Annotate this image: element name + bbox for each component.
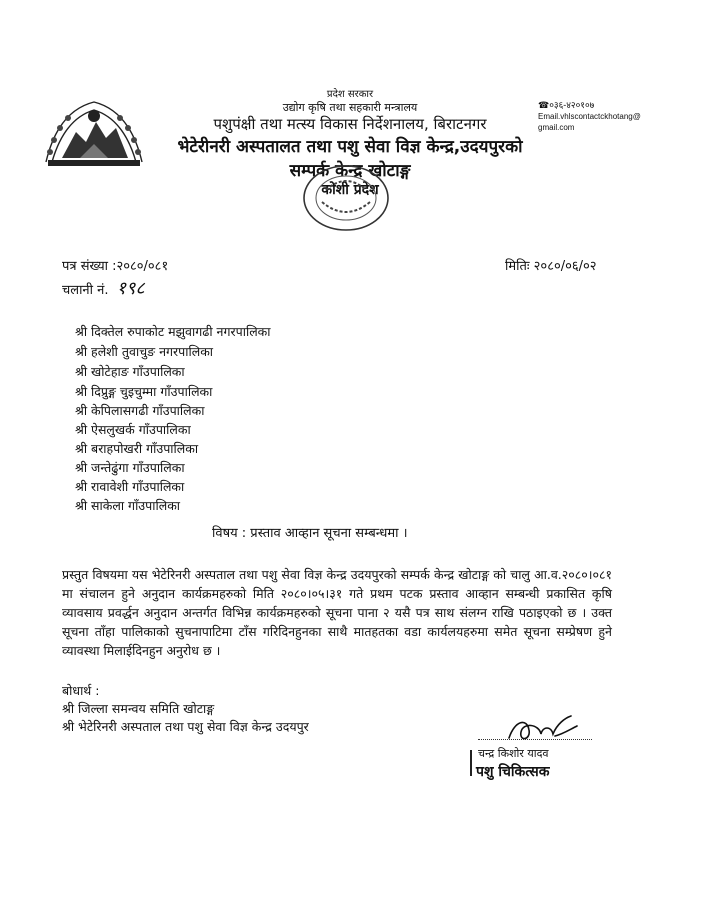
letter-body: प्रस्तुत विषयमा यस भेटेरिनरी अस्पताल तथा पशु सेवा विज्ञ केन्द्र उदयपुरको सम्पर्क केन्द्र खोटाङ्ग को चालु आ.व.२०८०।०८१ मा संचालन हुने अनुदान कार्यक्रमहरुको मिति २०८०।०५।३१ गते प्रथम पटक प्रस्ताव आव्हान सम्बन्धी प्रकासित कृषि व्यावसाय प्रवर्द्धन अनुदान अन्तर्गत विभिन्न कार्यक्रमहरुको सूचना पाना २ यसै पत्र साथ संलग्न राखि पठाइएको छ । उक्त सूचना ताँहा पालिकाको सुचनापाटिमा टाँस गरिदिनहुनका साथै मातहतका वडा कार्यलयहरुमा समेत सूचना सम्प्रेषण हुने व्यावस्था मिलाईदिनहुन अनुरोध छ ।	[62, 567, 612, 658]
header-line-contact-center: सम्पर्क केन्द्र खोटाङ्ग	[289, 161, 411, 181]
recipient-item: श्री खोटेहाङ गाँउपालिका	[75, 364, 185, 379]
government-emblem-icon	[40, 92, 148, 168]
email-line-1: Email.vhlscontactckhotang@	[538, 112, 641, 121]
dispatch-number-label: चलानी नं.	[62, 283, 109, 298]
recipient-item: श्री दिक्तेल रुपाकोट मझुवागढी नगरपालिका	[75, 324, 271, 339]
letter-subject: विषय : प्रस्ताव आव्हान सूचना सम्बन्धमा ।	[212, 526, 408, 541]
header-line-directorate: पशुपंक्षी तथा मत्स्य विकास निर्देशनालय, बिराटनगर	[213, 115, 487, 133]
signatory-title: पशु चिकित्सक	[476, 764, 550, 780]
dispatch-number-value: १९८	[116, 278, 145, 299]
cc-item: श्री भेटेरिनरी अस्पताल तथा पशु सेवा विज्ञ केन्द्र उदयपुर	[62, 719, 309, 734]
email-line-2: gmail.com	[538, 123, 575, 132]
signatory-name: चन्द्र किशोर यादव	[478, 747, 549, 760]
signature-scribble-icon	[505, 712, 580, 748]
recipient-item: श्री जन्तेढुंगा गाँउपालिका	[75, 460, 185, 475]
header-line-region: कोशी प्रदेश	[321, 182, 379, 198]
recipient-item: श्री केपिलासगढी गाँउपालिका	[75, 403, 205, 418]
signature-divider	[470, 750, 472, 776]
header-line-ministry: उद्योग कृषि तथा सहकारी मन्त्रालय	[282, 101, 418, 114]
recipient-item: श्री ऐसलुखर्क गाँउपालिका	[75, 422, 191, 437]
signature-line	[478, 738, 592, 740]
letter-date: मितिः २०८०/०६/०२	[505, 259, 597, 274]
cc-item: श्री जिल्ला समन्वय समिति खोटाङ्ग	[62, 701, 215, 716]
recipient-item: श्री बराहपोखरी गाँउपालिका	[75, 441, 199, 456]
header-line-province: प्रदेश सरकार	[326, 89, 374, 100]
recipient-item: श्री साकेला गाँउपालिका	[75, 498, 181, 513]
letter-number: पत्र संख्या :२०८०/०८१	[62, 259, 169, 274]
recipient-item: श्री रावावेशी गाँउपालिका	[75, 479, 185, 494]
recipient-item: श्री हलेशी तुवाचुङ नगरपालिका	[75, 344, 214, 359]
dispatch-number	[62, 276, 145, 300]
header-line-hospital: भेटेरीनरी अस्पतालत तथा पशु सेवा विज्ञ केन्द्र,उदयपुरको	[177, 137, 523, 157]
phone-number: ☎०३६-४२०१०७	[538, 100, 595, 110]
recipient-item: श्री दिप्रुङ्ग चुइचुम्मा गाँउपालिका	[75, 384, 213, 399]
office-stamp-icon	[300, 162, 392, 234]
cc-label: बोधार्थ :	[62, 683, 100, 698]
